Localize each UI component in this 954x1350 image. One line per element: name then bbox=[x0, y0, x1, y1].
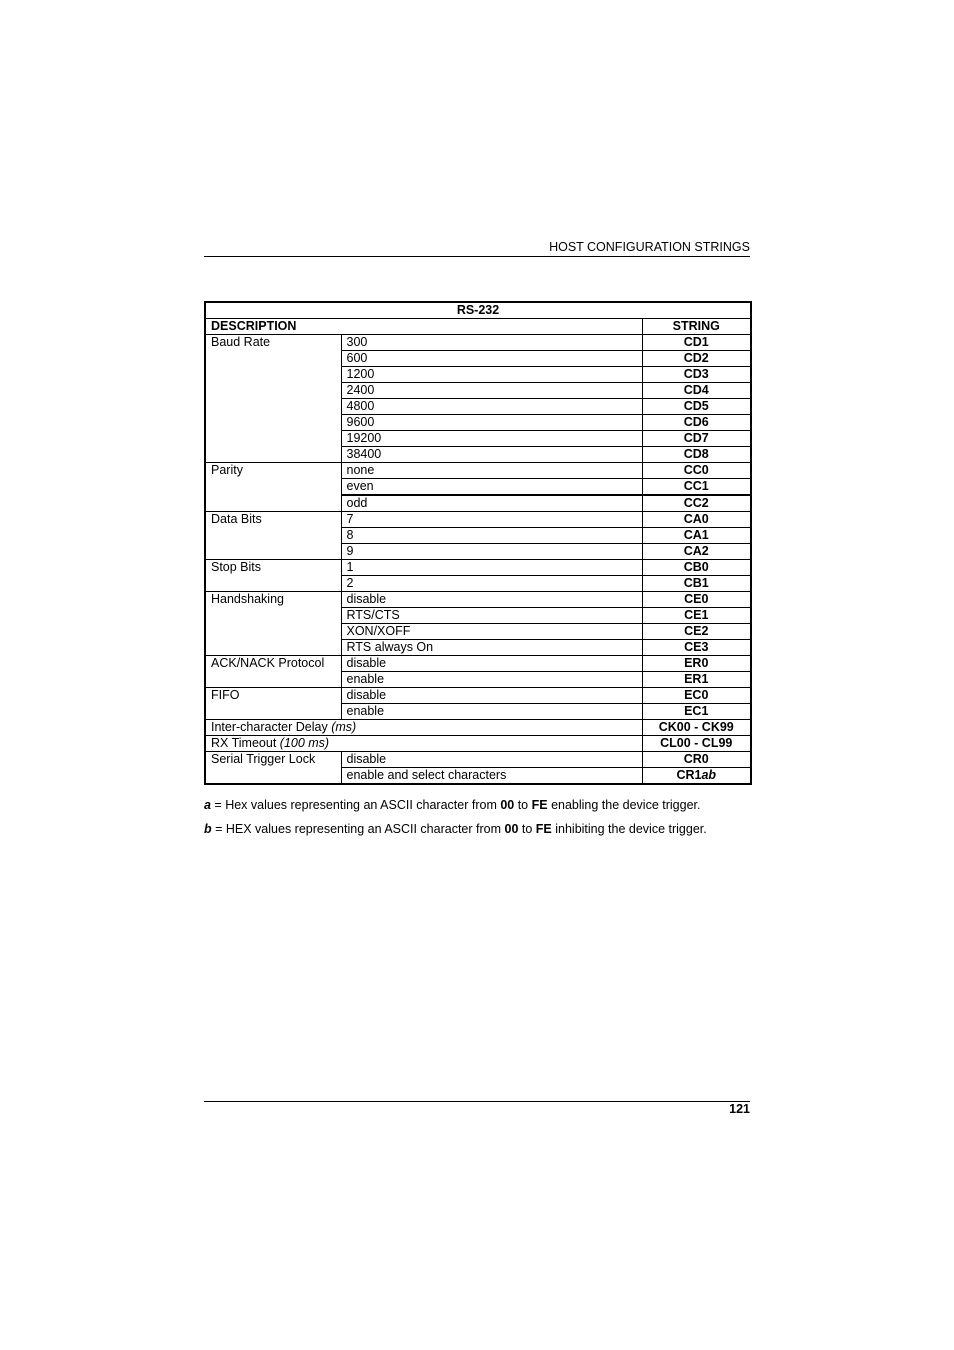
setting-label: RX Timeout (100 ms) bbox=[205, 736, 642, 752]
setting-option: 2400 bbox=[341, 383, 642, 399]
config-string: CR1ab bbox=[642, 768, 751, 785]
footnote-a: a = Hex values representing an ASCII character from 00 to FE enabling the device trigger. bbox=[204, 798, 701, 812]
table-row bbox=[205, 335, 751, 351]
config-string: CD8 bbox=[642, 447, 751, 463]
setting-option: disable bbox=[341, 688, 642, 704]
column-header-string: STRING bbox=[642, 319, 751, 335]
column-header-description: DESCRIPTION bbox=[205, 319, 642, 335]
config-string: CD1 bbox=[642, 335, 751, 351]
table-row bbox=[205, 720, 751, 736]
config-string: CA1 bbox=[642, 528, 751, 544]
table-row bbox=[205, 688, 751, 704]
table-header-row bbox=[205, 319, 751, 335]
setting-option: disable bbox=[341, 752, 642, 768]
setting-option: RTS always On bbox=[341, 640, 642, 656]
config-string: CD5 bbox=[642, 399, 751, 415]
table-title: RS-232 bbox=[205, 302, 751, 319]
config-string: CA2 bbox=[642, 544, 751, 560]
footnote-var: b bbox=[204, 822, 212, 836]
setting-label: ACK/NACK Protocol bbox=[205, 656, 341, 688]
config-string: CD3 bbox=[642, 367, 751, 383]
setting-label: Parity bbox=[205, 463, 341, 512]
table-title-row bbox=[205, 302, 751, 319]
config-string: CE1 bbox=[642, 608, 751, 624]
config-string: CC2 bbox=[642, 495, 751, 512]
config-string: CR0 bbox=[642, 752, 751, 768]
table-row bbox=[205, 560, 751, 576]
table-row bbox=[205, 592, 751, 608]
setting-option: XON/XOFF bbox=[341, 624, 642, 640]
table-row bbox=[205, 752, 751, 768]
config-string: CD2 bbox=[642, 351, 751, 367]
setting-option: none bbox=[341, 463, 642, 479]
config-string: ER1 bbox=[642, 672, 751, 688]
setting-label: Serial Trigger Lock bbox=[205, 752, 341, 785]
setting-label: Handshaking bbox=[205, 592, 341, 656]
config-string: CL00 - CL99 bbox=[642, 736, 751, 752]
config-string: CB1 bbox=[642, 576, 751, 592]
setting-option: 7 bbox=[341, 512, 642, 528]
config-string: CB0 bbox=[642, 560, 751, 576]
setting-option: odd bbox=[341, 495, 642, 512]
header-rule bbox=[204, 256, 750, 257]
setting-option: 1200 bbox=[341, 367, 642, 383]
config-string: CE3 bbox=[642, 640, 751, 656]
setting-option: even bbox=[341, 479, 642, 496]
page-number: 121 bbox=[729, 1102, 750, 1116]
config-string: CE2 bbox=[642, 624, 751, 640]
config-string: EC0 bbox=[642, 688, 751, 704]
rs232-config-table bbox=[204, 301, 752, 785]
setting-label: Baud Rate bbox=[205, 335, 341, 463]
setting-option: RTS/CTS bbox=[341, 608, 642, 624]
table-row bbox=[205, 512, 751, 528]
setting-label: Data Bits bbox=[205, 512, 341, 560]
setting-option: 2 bbox=[341, 576, 642, 592]
table-row bbox=[205, 463, 751, 479]
config-string: CD6 bbox=[642, 415, 751, 431]
setting-option: 1 bbox=[341, 560, 642, 576]
config-string: CK00 - CK99 bbox=[642, 720, 751, 736]
config-string: CC0 bbox=[642, 463, 751, 479]
config-string: CD7 bbox=[642, 431, 751, 447]
config-string: ER0 bbox=[642, 656, 751, 672]
setting-option: 4800 bbox=[341, 399, 642, 415]
setting-option: enable bbox=[341, 672, 642, 688]
config-string: CA0 bbox=[642, 512, 751, 528]
table-row bbox=[205, 656, 751, 672]
config-string: CD4 bbox=[642, 383, 751, 399]
setting-label: Inter-character Delay (ms) bbox=[205, 720, 642, 736]
config-string: CE0 bbox=[642, 592, 751, 608]
setting-option: disable bbox=[341, 592, 642, 608]
setting-option: 8 bbox=[341, 528, 642, 544]
setting-option: 9 bbox=[341, 544, 642, 560]
setting-option: 9600 bbox=[341, 415, 642, 431]
footnote-b: b = HEX values representing an ASCII character from 00 to FE inhibiting the device trigger. bbox=[204, 822, 707, 836]
config-string: EC1 bbox=[642, 704, 751, 720]
setting-label: Stop Bits bbox=[205, 560, 341, 592]
setting-option: 19200 bbox=[341, 431, 642, 447]
setting-option: 38400 bbox=[341, 447, 642, 463]
setting-option: disable bbox=[341, 656, 642, 672]
setting-option: enable bbox=[341, 704, 642, 720]
setting-option: enable and select characters bbox=[341, 768, 642, 785]
config-string: CC1 bbox=[642, 479, 751, 496]
setting-option: 300 bbox=[341, 335, 642, 351]
setting-option: 600 bbox=[341, 351, 642, 367]
running-header: HOST CONFIGURATION STRINGS bbox=[549, 240, 750, 254]
table-row bbox=[205, 736, 751, 752]
footnote-var: a bbox=[204, 798, 211, 812]
setting-label: FIFO bbox=[205, 688, 341, 720]
